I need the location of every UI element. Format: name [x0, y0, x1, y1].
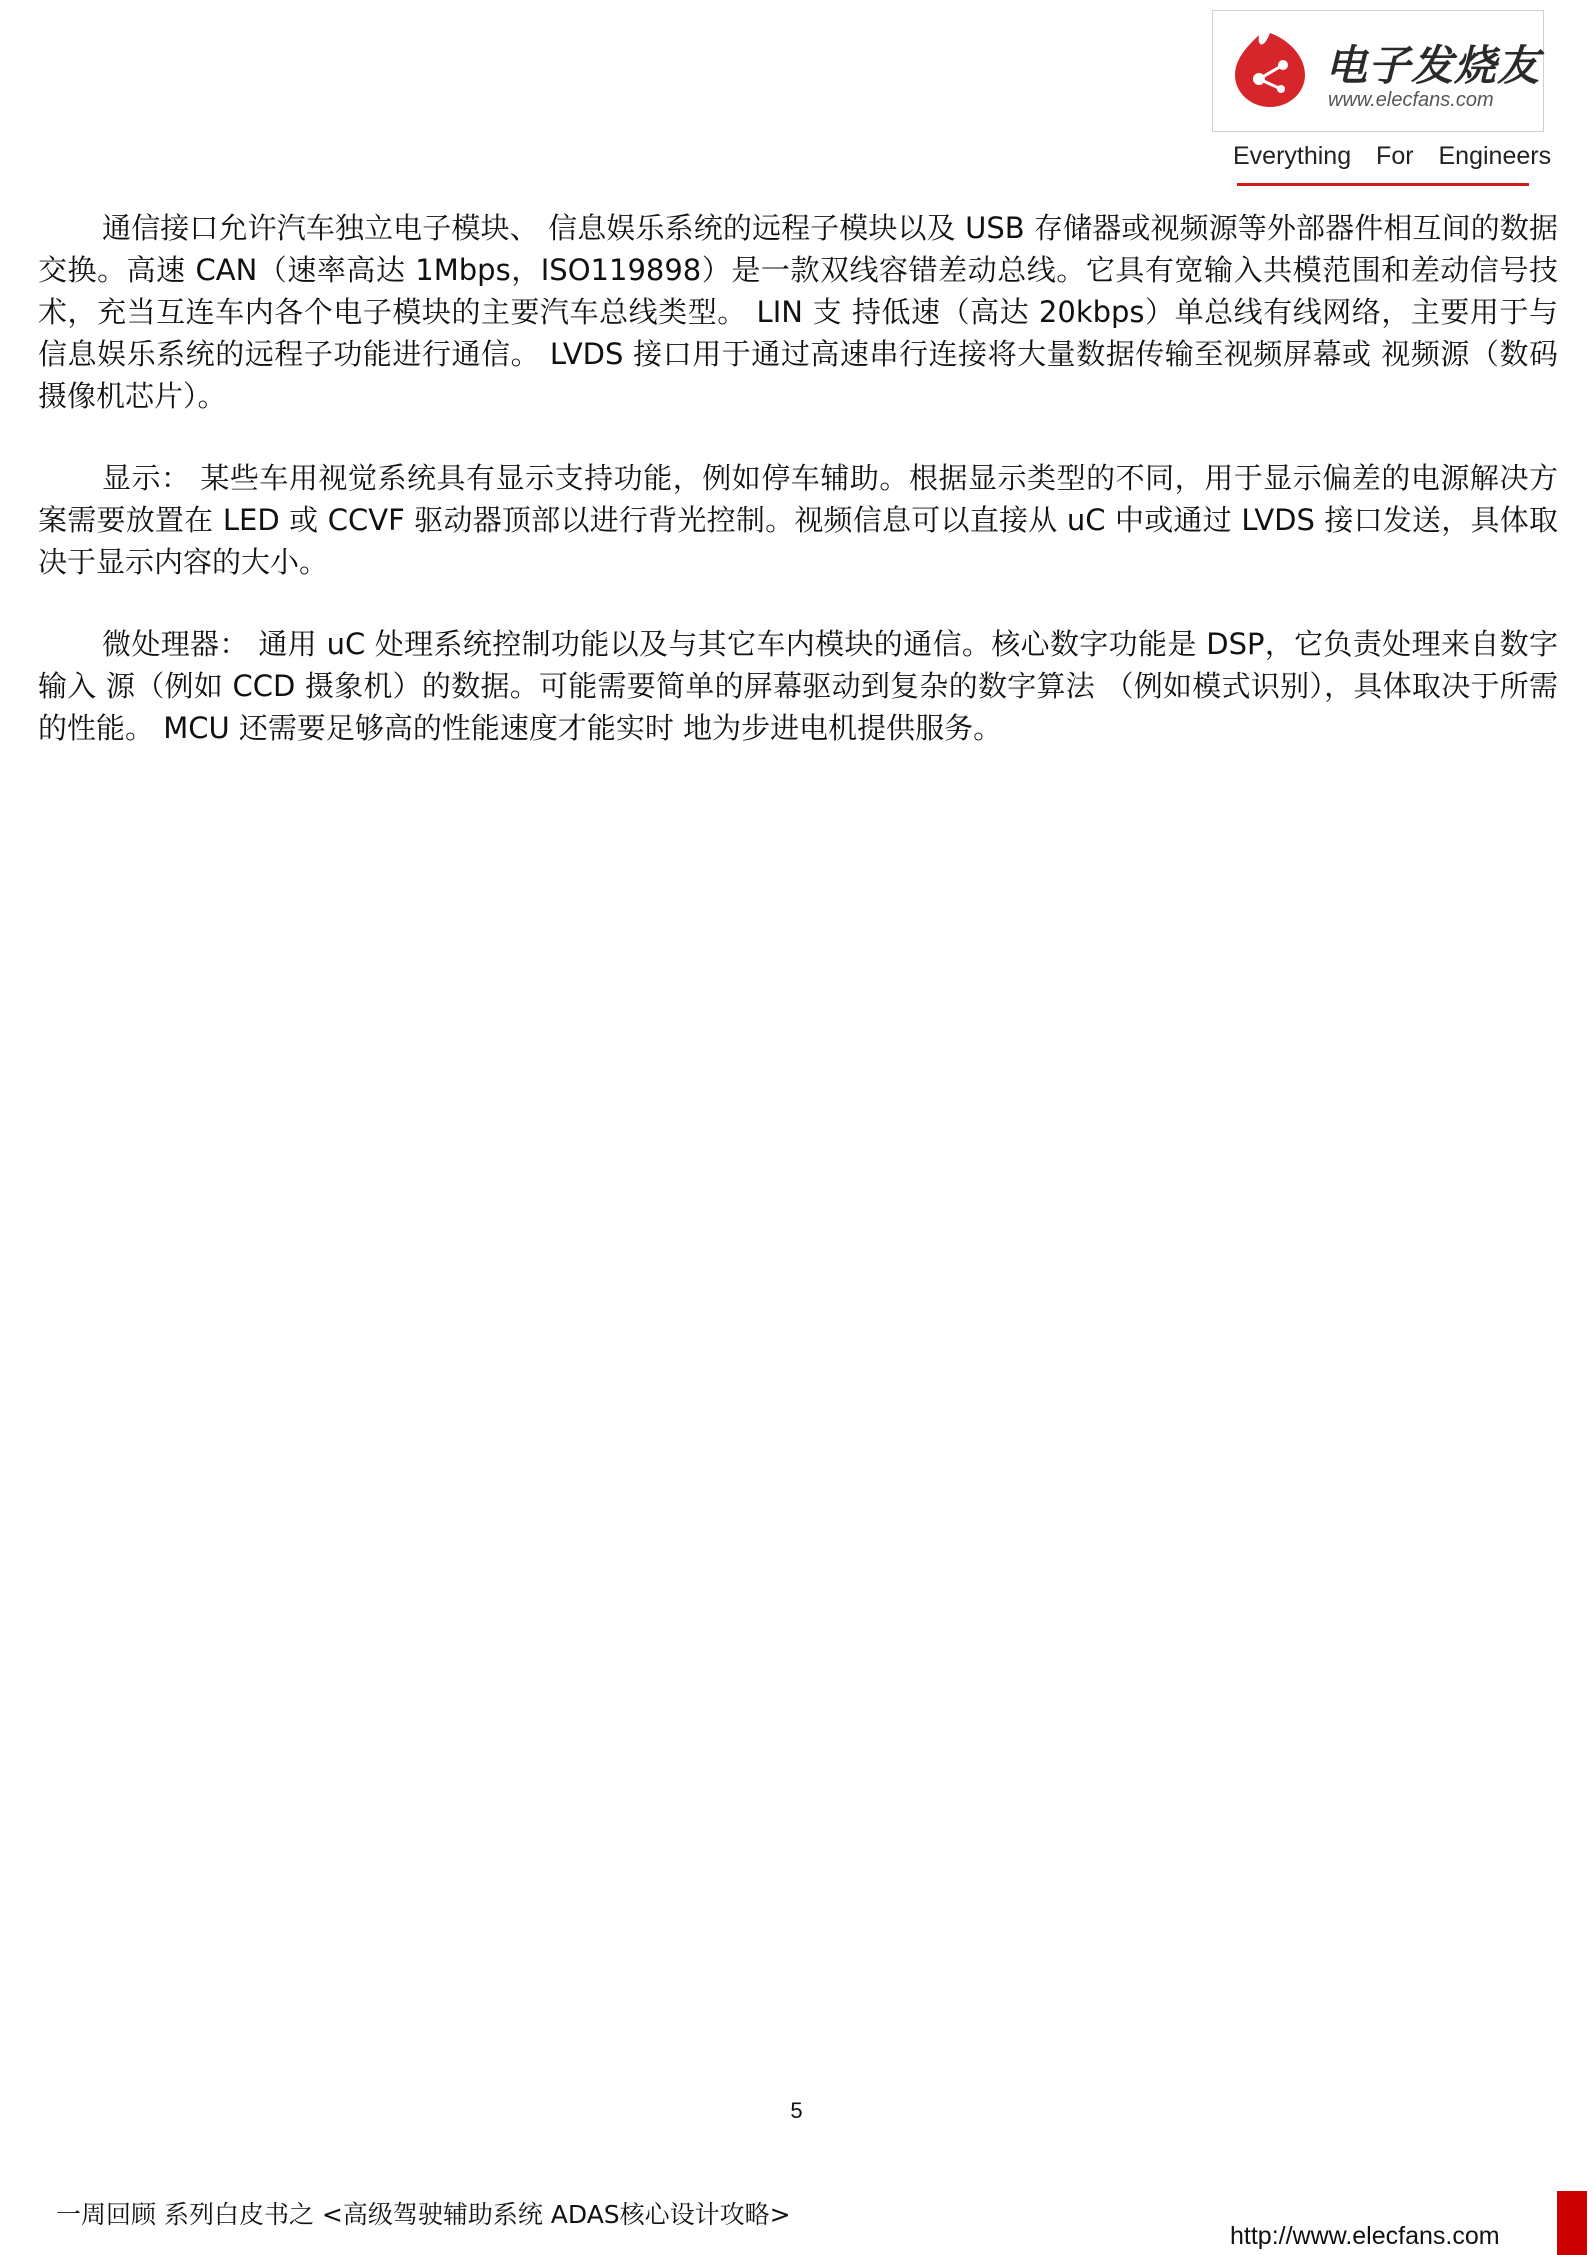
paragraph-communication: 通信接口允许汽车独立电子模块、 信息娱乐系统的远程子模块以及 USB 存储器或视频源等外部器件相互间的数据交换。高速 CAN（速率高达 1Mbps，ISO119898）是一款双线容错差动总线。它具有宽输入共模范围和差动信号技术，充当互连车内各个电子模块的主要汽车总线类型。 LIN 支 持低速（高达 20kbps）单总线有线网络，主要用于与信息娱乐系统的远程子功能进行通信。 LVDS 接口用于通过高速串行连接将大量数据传输至视频屏幕或 视频源（数码摄像机芯片）。: [38, 211, 1558, 413]
footer-url[interactable]: http://www.elecfans.com: [1230, 2222, 1500, 2250]
elecfans-logo-icon: [1229, 29, 1311, 111]
page-number: 5: [790, 2098, 803, 2123]
footer-red-bar: [1557, 2191, 1587, 2255]
elecfans-logo: [1212, 10, 1544, 132]
paragraph-microprocessor: 微处理器： 通用 uC 处理系统控制功能以及与其它车内模块的通信。核心数字功能是 DSP，它负责处理来自数字输入 源（例如 CCD 摄象机）的数据。可能需要简单的屏幕驱动到复杂的数字算法 （例如模式识别），具体取决于所需的性能。 MCU 还需要足够高的性能速度才能实时 地为步进电机提供服务。: [38, 627, 1558, 745]
logo-url: www.elecfans.com: [1328, 89, 1494, 111]
paragraph-display: 显示： 某些车用视觉系统具有显示支持功能，例如停车辅助。根据显示类型的不同，用于显示偏差的电源解决方案需要放置在 LED 或 CCVF 驱动器顶部以进行背光控制。视频信息可以直接从 uC 中或通过 LVDS 接口发送，具体取决于显示内容的大小。: [38, 461, 1558, 579]
header-tagline: Everything For Engineers: [1233, 142, 1552, 170]
footer-series-title: 一周回顾 系列白皮书之 <高级驾驶辅助系统 ADAS核心设计攻略>: [56, 2200, 791, 2229]
document-body: [38, 207, 1558, 789]
logo-brand-name: 电子发烧友: [1325, 41, 1541, 90]
tagline-underline: [1237, 183, 1529, 186]
